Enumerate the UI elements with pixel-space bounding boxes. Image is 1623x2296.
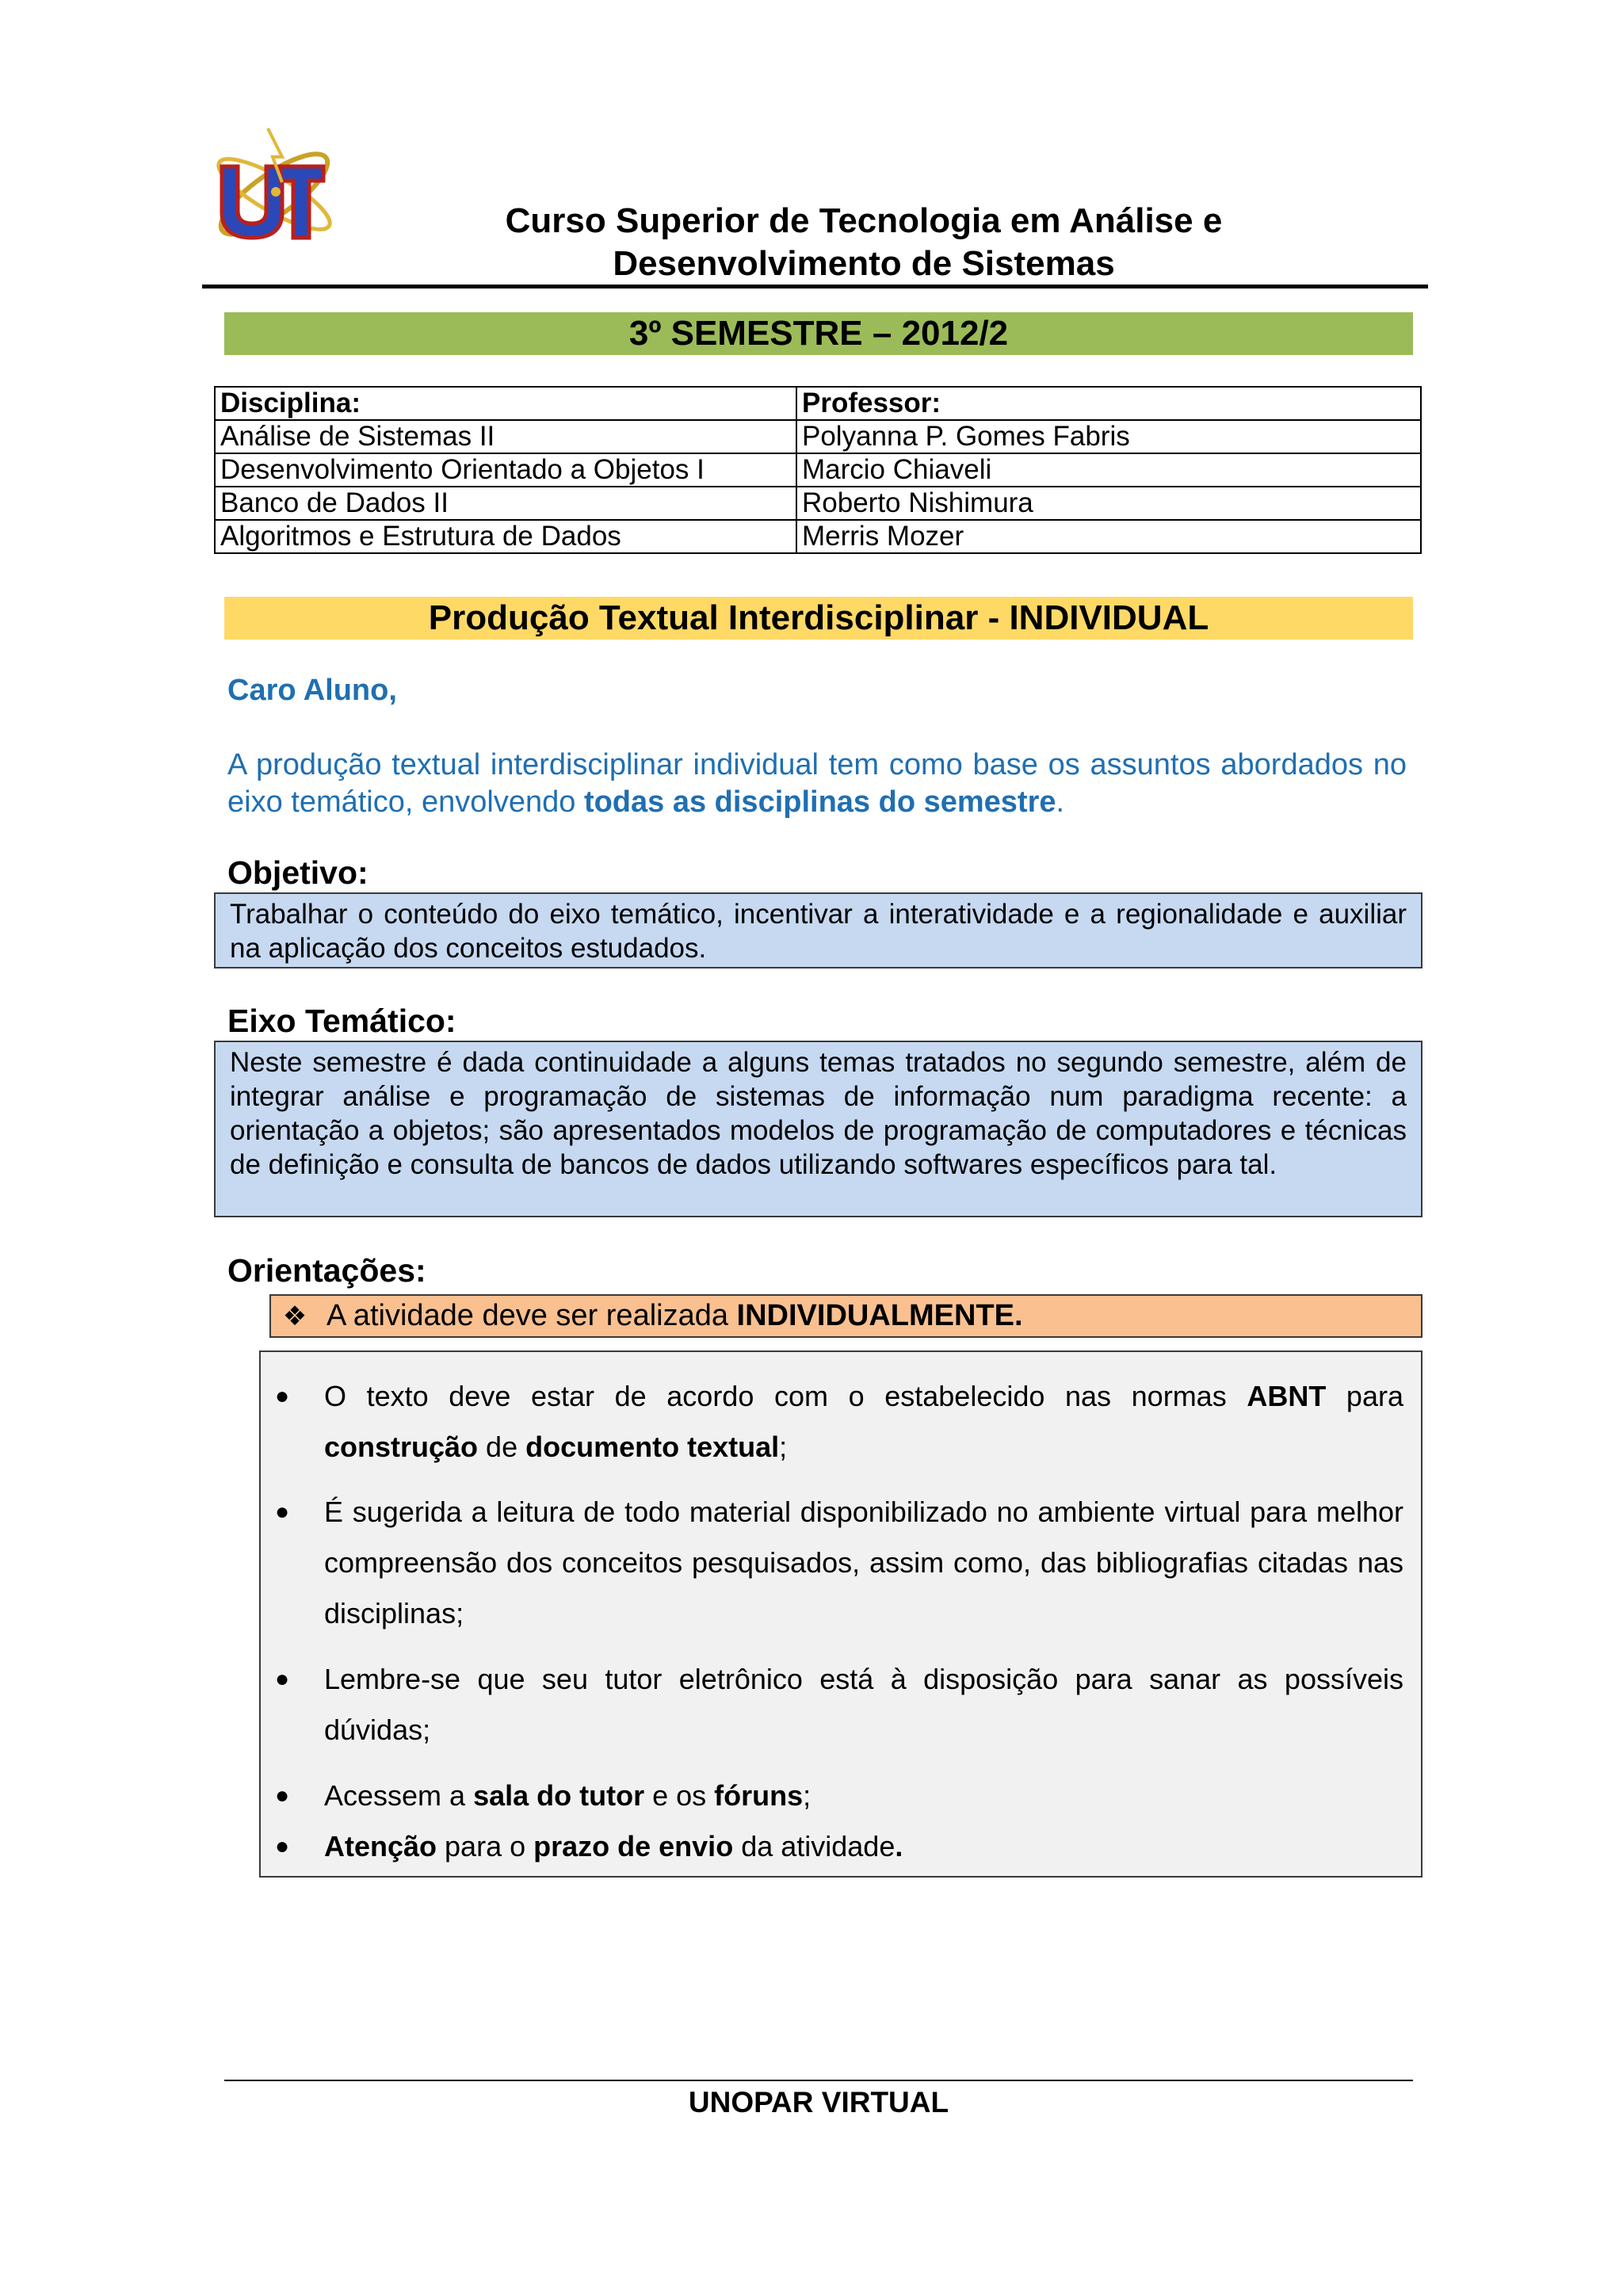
list-item-bold: ABNT	[1247, 1380, 1327, 1412]
table-row	[215, 487, 1421, 520]
footer-text: UNOPAR VIRTUAL	[688, 2086, 949, 2118]
list-item	[324, 1654, 1403, 1755]
list-item-text: para o	[437, 1830, 534, 1862]
bullet-icon: ●	[275, 1499, 290, 1525]
bullet-icon: ●	[275, 1666, 290, 1692]
footer-divider	[224, 2080, 1413, 2081]
unopar-logo	[204, 119, 347, 258]
list-item-text: para	[1326, 1380, 1403, 1412]
eixo-text: Neste semestre é dada continuidade a alguns temas tratados no segundo semestre, além de integrar análise e programação de sistemas de informação num paradigma recente: a orientação a objetos; são apresentados modelos de programação de computadores e técnicas de definição e consulta de bancos de dados utilizando softwares específicos para tal.	[230, 1047, 1407, 1180]
list-item	[324, 1771, 1403, 1821]
discipline-table	[214, 386, 1422, 554]
objetivo-text: Trabalhar o conteúdo do eixo temático, incentivar a interatividade e a regionalidade e auxiliar na aplicação dos conceitos estudados.	[230, 899, 1407, 964]
table-cell-discipline: Análise de Sistemas II	[215, 420, 796, 453]
orientacoes-highlight-text: A atividade deve ser realizada	[327, 1299, 737, 1332]
objetivo-title: Objetivo:	[227, 854, 369, 891]
list-item	[324, 1821, 1403, 1872]
list-item-text: É sugerida a leitura de todo material disponibilizado no ambiente virtual para melhor compreensão dos conceitos pesquisados, assim como, das bibliografias citadas nas disciplinas;	[324, 1496, 1403, 1629]
list-item-bold: documento textual	[525, 1431, 780, 1463]
course-title-line1: Curso Superior de Tecnologia em Análise e	[505, 201, 1223, 240]
list-item-text: O texto deve estar de acordo com o estabelecido nas normas	[324, 1380, 1247, 1412]
list-item-text: e os	[644, 1779, 715, 1812]
list-item-bold: .	[895, 1830, 903, 1862]
bullet-icon: ●	[275, 1383, 290, 1409]
diamond-bullet-icon: ❖	[282, 1301, 307, 1331]
list-item-bold: sala do tutor	[473, 1779, 645, 1812]
orientacoes-highlight-bold: INDIVIDUALMENTE.	[736, 1299, 1023, 1332]
list-item-bold: fóruns	[714, 1779, 804, 1812]
list-item-bold: prazo de envio	[533, 1830, 734, 1862]
objetivo-box	[214, 892, 1423, 968]
intro-text-end: .	[1056, 785, 1065, 819]
list-item	[324, 1487, 1403, 1639]
list-item-text: da atividade	[733, 1830, 896, 1862]
course-title	[444, 200, 1284, 285]
list-item-bold: Atenção	[324, 1830, 437, 1862]
logo-graphic	[204, 119, 347, 258]
intro-text: A produção textual interdisciplinar individual tem como base os assuntos abordados no eixo temático, envolvendo	[227, 748, 1407, 819]
orientacoes-highlight	[269, 1294, 1423, 1338]
semester-banner: 3º SEMESTRE – 2012/2	[224, 312, 1413, 355]
orientacoes-list	[259, 1350, 1423, 1878]
table-row	[215, 453, 1421, 487]
bullet-icon: ●	[275, 1782, 290, 1809]
table-row	[215, 420, 1421, 453]
table-row	[215, 520, 1421, 553]
production-banner: Produção Textual Interdisciplinar - INDIVIDUAL	[224, 597, 1413, 640]
table-cell-professor: Marcio Chiaveli	[796, 453, 1421, 487]
table-cell-discipline: Algoritmos e Estrutura de Dados	[215, 520, 796, 553]
list-item-bold: construção	[324, 1431, 479, 1463]
course-title-line2: Desenvolvimento de Sistemas	[613, 244, 1115, 283]
list-item-text: Acessem a	[324, 1779, 474, 1812]
list-item-text: ;	[779, 1431, 788, 1463]
orientacoes-title: Orientações:	[227, 1252, 426, 1289]
table-header-disciplina: Disciplina:	[215, 387, 796, 420]
list-item	[324, 1371, 1403, 1473]
list-item-text: ;	[803, 1779, 812, 1812]
intro-paragraph	[227, 747, 1407, 821]
table-header-row	[215, 387, 1421, 420]
eixo-box	[214, 1041, 1423, 1217]
table-cell-professor: Polyanna P. Gomes Fabris	[796, 420, 1421, 453]
eixo-title: Eixo Temático:	[227, 1003, 456, 1039]
table-cell-professor: Merris Mozer	[796, 520, 1421, 553]
header-divider	[202, 285, 1428, 288]
bullet-icon: ●	[275, 1833, 290, 1859]
table-header-professor: Professor:	[796, 387, 1421, 420]
greeting: Caro Aluno,	[227, 674, 397, 707]
list-item-text: Lembre-se que seu tutor eletrônico está à disposição para sanar as possíveis dúvidas;	[324, 1663, 1403, 1746]
intro-bold-text: todas as disciplinas do semestre	[583, 785, 1056, 819]
table-cell-discipline: Banco de Dados II	[215, 487, 796, 520]
list-item-text: de	[478, 1431, 526, 1463]
table-cell-professor: Roberto Nishimura	[796, 487, 1421, 520]
table-cell-discipline: Desenvolvimento Orientado a Objetos I	[215, 453, 796, 487]
